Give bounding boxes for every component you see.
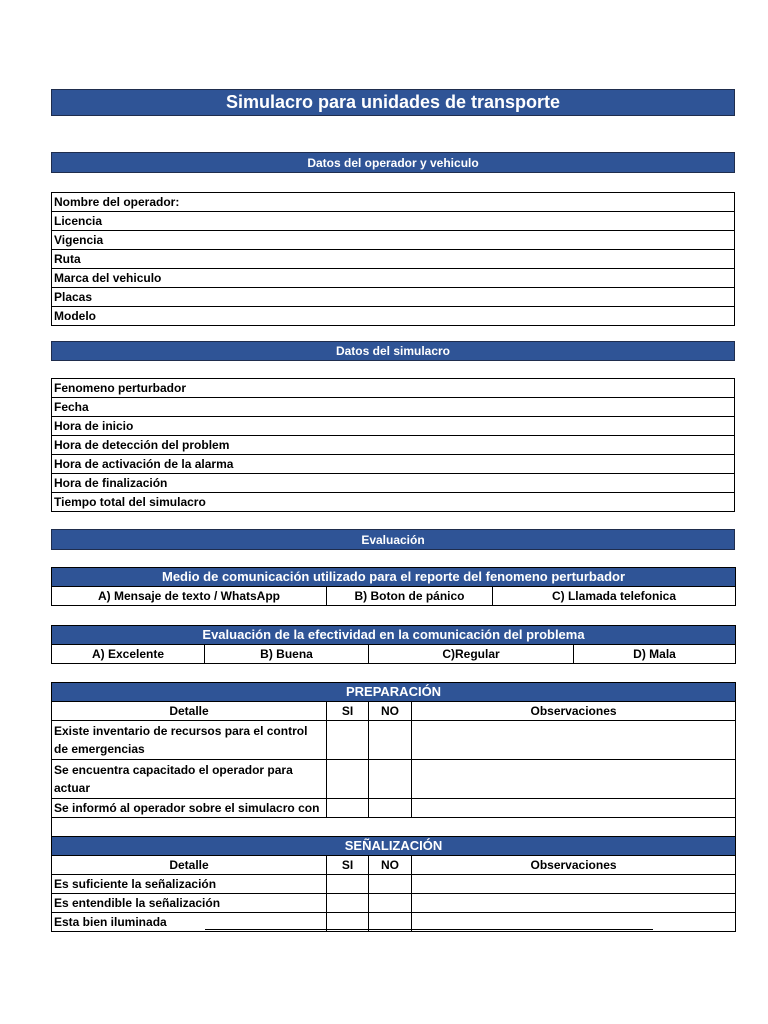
field-label: Vigencia	[52, 231, 735, 250]
field-label: Licencia	[52, 212, 735, 231]
medio-table	[51, 567, 736, 606]
column-header: SI	[327, 702, 369, 721]
table-row	[52, 645, 736, 664]
table-row	[52, 587, 736, 606]
spacer-row	[52, 818, 736, 837]
operador-section-header	[51, 152, 735, 173]
efectividad-header: Evaluación de la efectividad en la comunicación del problema	[52, 626, 736, 645]
field-label: Hora de inicio	[52, 417, 735, 436]
table-row	[52, 894, 736, 913]
detail-cell: Esta bien iluminada	[52, 913, 327, 932]
detail-cell: Es suficiente la señalización	[52, 875, 327, 894]
divider	[205, 929, 653, 930]
table-row	[52, 307, 735, 326]
option-cell[interactable]: B) Boton de pánico	[327, 587, 493, 606]
detail-cell: Existe inventario de recursos para el control de emergencias	[52, 721, 327, 760]
column-header: SI	[327, 856, 369, 875]
field-label: Marca del vehiculo	[52, 269, 735, 288]
table-row	[52, 250, 735, 269]
operador-table	[51, 192, 735, 326]
no-cell[interactable]	[369, 875, 412, 894]
simulacro-table	[51, 378, 735, 512]
field-label: Hora de detección del problem	[52, 436, 735, 455]
no-cell[interactable]	[369, 760, 412, 799]
field-label: Fecha	[52, 398, 735, 417]
operador-header-text: Datos del operador y vehiculo	[307, 155, 479, 170]
field-label: Placas	[52, 288, 735, 307]
detail-cell: Se informó al operador sobre el simulacro con	[52, 799, 327, 818]
simulacro-header-text: Datos del simulacro	[335, 344, 451, 358]
column-header: NO	[369, 856, 412, 875]
option-cell[interactable]: B) Buena	[205, 645, 369, 664]
si-cell[interactable]	[327, 721, 369, 760]
table-row	[52, 288, 735, 307]
option-cell[interactable]: A) Excelente	[52, 645, 205, 664]
detail-cell: Es entendible la señalización	[52, 894, 327, 913]
no-cell[interactable]	[369, 894, 412, 913]
detail-cell: Se encuentra capacitado el operador para actuar	[52, 760, 327, 799]
no-cell[interactable]	[369, 721, 412, 760]
simulacro-section-header	[51, 341, 735, 361]
table-row	[52, 721, 736, 760]
spacer-cell	[52, 818, 736, 837]
observaciones-cell[interactable]	[412, 894, 736, 913]
table-row	[52, 417, 735, 436]
si-cell[interactable]	[327, 875, 369, 894]
table-row	[52, 398, 735, 417]
table-row	[52, 474, 735, 493]
column-header: NO	[369, 702, 412, 721]
efectividad-table	[51, 625, 736, 664]
column-header: Observaciones	[412, 856, 736, 875]
table-row	[52, 760, 736, 799]
page-title	[51, 89, 735, 116]
field-label: Hora de finalización	[52, 474, 735, 493]
table-row	[52, 212, 735, 231]
table-row	[52, 193, 735, 212]
table-row	[52, 436, 735, 455]
table-header-row	[52, 856, 736, 875]
page-title-text: Simulacro para unidades de transporte	[225, 92, 561, 112]
table-row	[52, 269, 735, 288]
field-label: Fenomeno perturbador	[52, 379, 735, 398]
evaluacion-header-text: Evaluación	[361, 532, 425, 547]
option-cell[interactable]: A) Mensaje de texto / WhatsApp	[52, 587, 327, 606]
option-cell[interactable]: D) Mala	[574, 645, 736, 664]
column-header: Observaciones	[412, 702, 736, 721]
field-label: Modelo	[52, 307, 735, 326]
observaciones-cell[interactable]	[412, 721, 736, 760]
table-row	[52, 875, 736, 894]
field-label: Ruta	[52, 250, 735, 269]
observaciones-cell[interactable]	[412, 875, 736, 894]
si-cell[interactable]	[327, 799, 369, 818]
no-cell[interactable]	[369, 799, 412, 818]
field-label: Tiempo total del simulacro	[52, 493, 735, 512]
table-header-row	[52, 702, 736, 721]
column-header: Detalle	[52, 702, 327, 721]
medio-header: Medio de comunicación utilizado para el reporte del fenomeno perturbador	[52, 568, 736, 587]
table-row	[52, 493, 735, 512]
field-label: Hora de activación de la alarma	[52, 455, 735, 474]
table-row	[52, 799, 736, 818]
preparacion-table	[51, 682, 736, 932]
field-label: Nombre del operador:	[52, 193, 735, 212]
option-cell[interactable]: C) Llamada telefonica	[493, 587, 736, 606]
observaciones-cell[interactable]	[412, 799, 736, 818]
option-cell[interactable]: C)Regular	[369, 645, 574, 664]
si-cell[interactable]	[327, 760, 369, 799]
table-row	[52, 379, 735, 398]
preparacion-header: PREPARACIÓN	[52, 683, 736, 702]
observaciones-cell[interactable]	[412, 760, 736, 799]
column-header: Detalle	[52, 856, 327, 875]
evaluacion-section-header	[51, 529, 735, 550]
senalizacion-header: SEÑALIZACIÓN	[52, 837, 736, 856]
table-row	[52, 455, 735, 474]
table-row	[52, 231, 735, 250]
si-cell[interactable]	[327, 894, 369, 913]
